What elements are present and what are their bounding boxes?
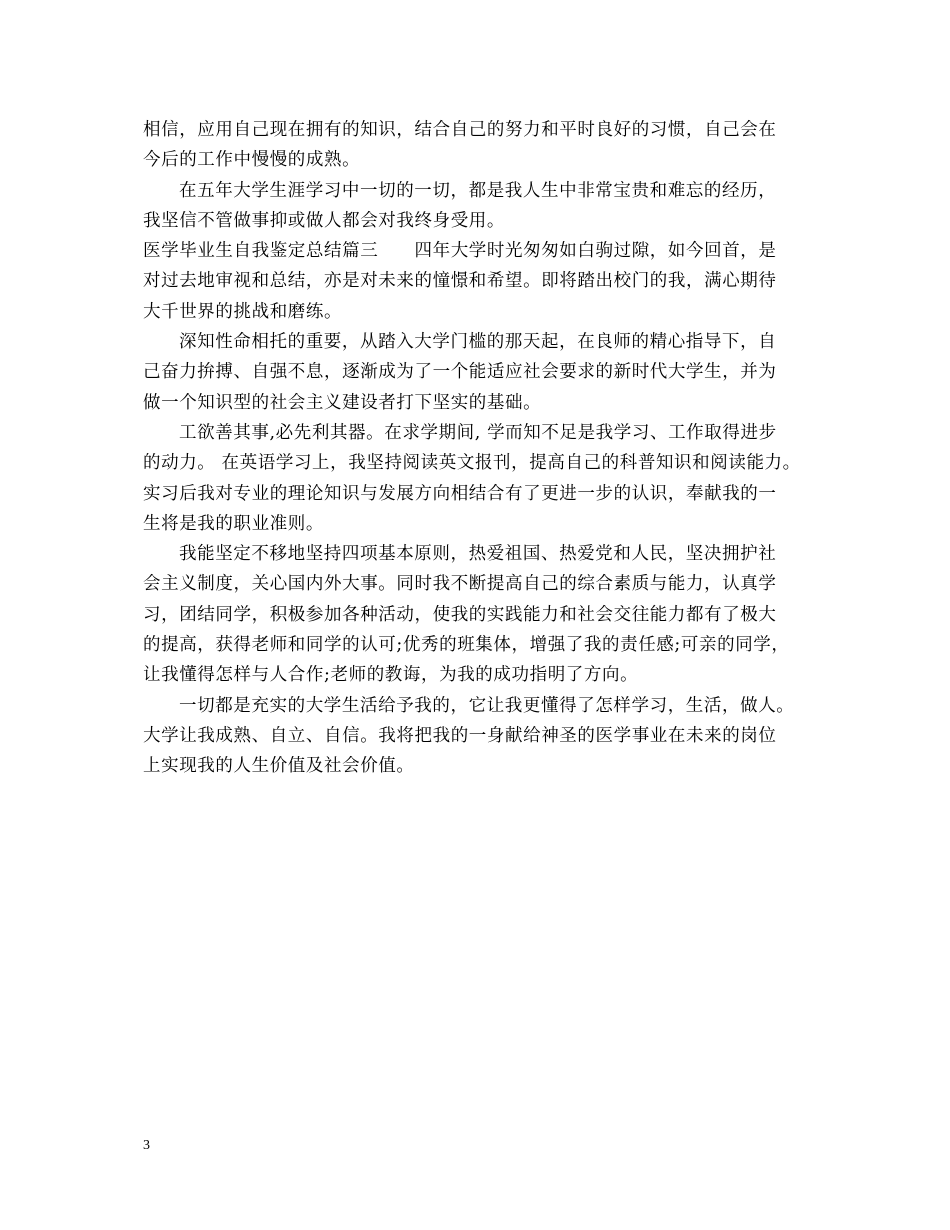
text-line: 生将是我的职业准则。 bbox=[143, 513, 324, 534]
text-line: 我能坚定不移地坚持四项基本原则，热爱祖国、热爱党和人民，坚决拥护社 bbox=[179, 544, 777, 565]
text-line: 我坚信不管做事抑或做人都会对我终身受用。 bbox=[143, 210, 505, 231]
text-line: 深知性命相托的重要，从踏入大学门槛的那天起，在良师的精心指导下，自 bbox=[179, 332, 777, 353]
text-line: 实习后我对专业的理论知识与发展方向相结合有了更进一步的认识，奉献我的一 bbox=[143, 483, 777, 504]
text-line: 的动力。 在英语学习上，我坚持阅读英文报刊，提高自己的科普知识和阅读能力。 bbox=[143, 453, 801, 474]
text-line: 会主义制度，关心国内外大事。同时我不断提高自己的综合素质与能力，认真学 bbox=[143, 574, 777, 595]
text-line: 对过去地审视和总结，亦是对未来的憧憬和希望。即将踏出校门的我，满心期待 bbox=[143, 271, 777, 292]
text-line: 一切都是充实的大学生活给予我的，它让我更懂得了怎样学习，生活，做人。 bbox=[179, 695, 795, 716]
text-line: 大千世界的挑战和磨练。 bbox=[143, 301, 343, 322]
text-line: 让我懂得怎样与人合作;老师的教诲，为我的成功指明了方向。 bbox=[143, 665, 639, 686]
text-line: 医学毕业生自我鉴定总结篇三 四年大学时光匆匆如白驹过隙，如今回首，是 bbox=[143, 241, 777, 262]
text-line: 工欲善其事,必先利其器。在求学期间, 学而知不足是我学习、工作取得进步 bbox=[179, 422, 777, 443]
text-line: 在五年大学生涯学习中一切的一切，都是我人生中非常宝贵和难忘的经历， bbox=[179, 180, 777, 201]
text-line: 大学让我成熟、自立、自信。我将把我的一身献给神圣的医学事业在未来的岗位 bbox=[143, 725, 777, 746]
body-text bbox=[143, 115, 823, 782]
text-line: 己奋力拚搏、自强不息，逐渐成为了一个能适应社会要求的新时代大学生，并为 bbox=[143, 362, 777, 383]
text-line: 习，团结同学，积极参加各种活动，使我的实践能力和社会交往能力都有了极大 bbox=[143, 604, 777, 625]
text-line: 今后的工作中慢慢的成熟。 bbox=[143, 150, 361, 171]
page-number: 3 bbox=[143, 1138, 150, 1153]
text-line: 上实现我的人生价值及社会价值。 bbox=[143, 756, 415, 777]
text-line: 的提高，获得老师和同学的认可;优秀的班集体，增强了我的责任感;可亲的同学， bbox=[143, 635, 790, 656]
text-line: 做一个知识型的社会主义建设者打下坚实的基础。 bbox=[143, 392, 542, 413]
text-line: 相信，应用自己现在拥有的知识，结合自己的努力和平时良好的习惯，自己会在 bbox=[143, 120, 777, 140]
